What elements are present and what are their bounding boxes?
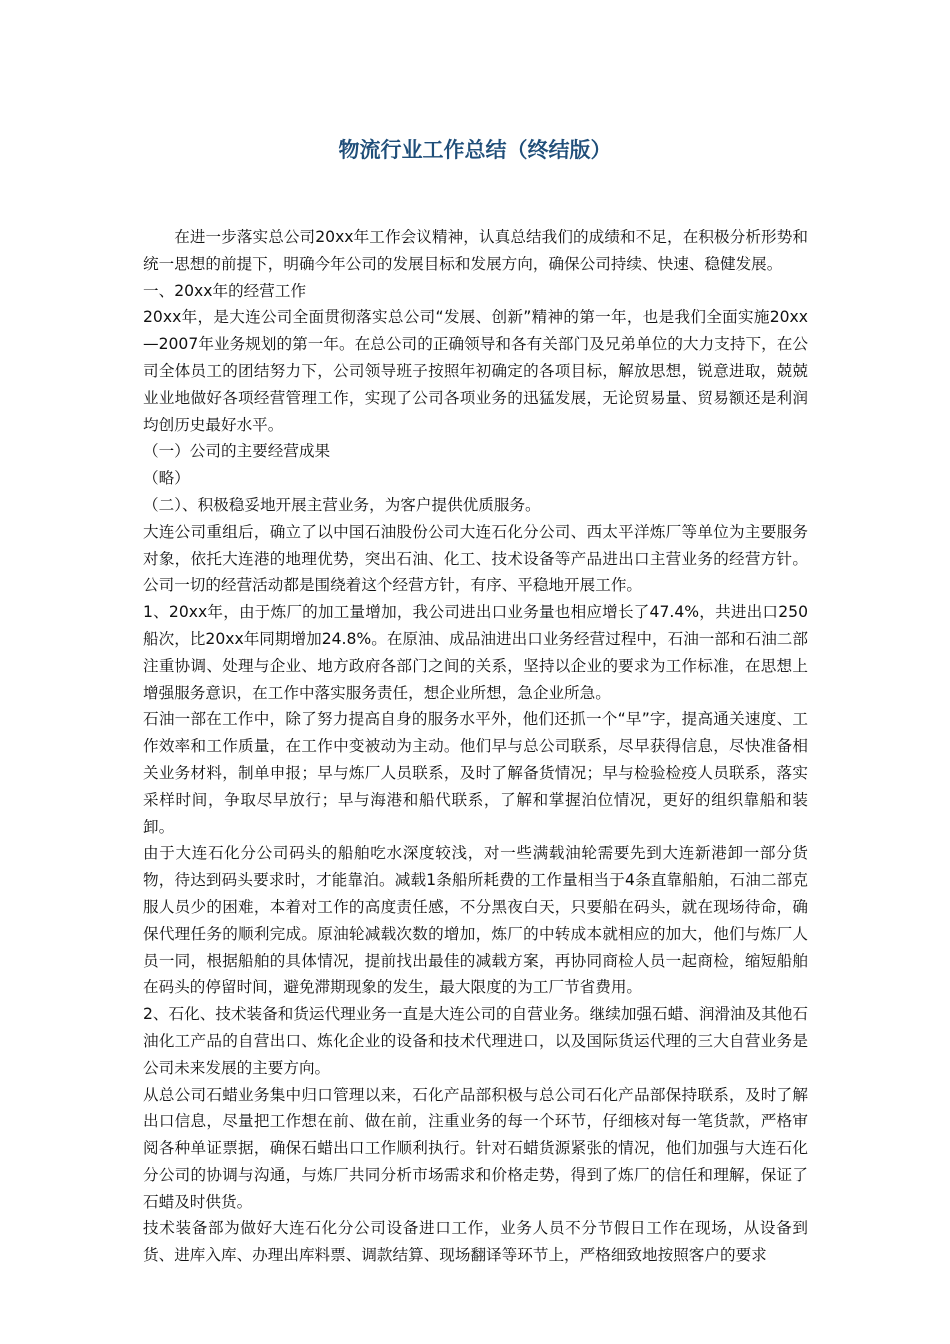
body-paragraph: 20xx年，是大连公司全面贯彻落实总公司“发展、创新”精神的第一年，也是我们全面实施20xx—2007年业务规划的第一年。在总公司的正确领导和各有关部门及兄弟单位的大力支持下，在公司全体员工的团结努力下，公司领导班子按照年初确定的各项目标，解放思想，锐意进取，兢兢业业地做好各项经营管理工作，实现了公司各项业务的迅猛发展，无论贸易量、贸易额还是利润均创历史最好水平。 [143,308,808,434]
subsection-heading-2: （二）、积极稳妥地开展主营业务，为客户提供优质服务。 [143,495,541,514]
omitted-note: （略） [143,469,190,488]
body-paragraph: 技术装备部为做好大连石化分公司设备进口工作，业务人员不分节假日工作在现场，从设备到货、进库入库、办理出库料票、调款结算、现场翻译等环节上，严格细致地按照客户的要求 [143,1219,808,1265]
body-paragraph: 2、石化、技术装备和货运代理业务一直是大连公司的自营业务。继续加强石蜡、润滑油及其他石油化工产品的自营出口、炼化企业的设备和技术代理进口，以及国际货运代理的三大自营业务是公司未来发展的主要方向。 [143,1005,808,1077]
subsection-heading-1: （一）公司的主要经营成果 [143,442,331,461]
body-paragraph: 石油一部在工作中，除了努力提高自身的服务水平外，他们还抓一个“早”字，提高通关速度、工作效率和工作质量，在工作中变被动为主动。他们早与总公司联系，尽早获得信息，尽快准备相关业务材料，制单申报；早与炼厂人员联系，及时了解备货情况；早与检验检疫人员联系，落实采样时间，争取尽早放行；早与海港和船代联系，了解和掌握泊位情况，更好的组织靠船和装卸。 [143,710,808,836]
document-title: 物流行业工作总结（终结版） [338,138,612,162]
body-paragraph: 从总公司石蜡业务集中归口管理以来，石化产品部积极与总公司石化产品部保持联系，及时了解出口信息，尽量把工作想在前、做在前，注重业务的每一个环节，仔细核对每一笔货款，严格审阅各种单证票据，确保石蜡出口工作顺利执行。针对石蜡货源紧张的情况，他们加强与大连石化分公司的协调与沟通，与炼厂共同分析市场需求和价格走势，得到了炼厂的信任和理解，保证了石蜡及时供货。 [143,1085,808,1211]
body-paragraph: 大连公司重组后，确立了以中国石油股份公司大连石化分公司、西太平洋炼厂等单位为主要服务对象，依托大连港的地理优势，突出石油、化工、技术设备等产品进出口主营业务的经营方针。公司一切的经营活动都是围绕着这个经营方针，有序、平稳地开展工作。 [143,522,808,595]
document-body [143,224,808,1269]
body-paragraph: 由于大连石化分公司码头的船舶吃水深度较浅，对一些满载油轮需要先到大连新港卸一部分货物，待达到码头要求时，才能靠泊。减载1条船所耗费的工作量相当于4条直靠船舶，石油二部克服人员少的困难，本着对工作的高度责任感，不分黑夜白天，只要船在码头，就在现场待命，确保代理任务的顺利完成。原油轮减载次数的增加，炼厂的中转成本就相应的加大，他们与炼厂人员一同，根据船舶的具体情况，提前找出最佳的减载方案，再协同商检人员一起商检，缩短船舶在码头的停留时间，避免滞期现象的发生，最大限度的为工厂节省费用。 [143,844,808,997]
body-paragraph: 1、20xx年，由于炼厂的加工量增加，我公司进出口业务量也相应增长了47.4%，共进出口250船次，比20xx年同期增加24.8%。在原油、成品油进出口业务经营过程中，石油一部和石油二部注重协调、处理与企业、地方政府各部门之间的关系，坚持以企业的要求为工作标准，在思想上增强服务意识，在工作中落实服务责任，想企业所想，急企业所急。 [143,603,808,702]
section-heading-1: 一、20xx年的经营工作 [143,281,307,300]
intro-paragraph: 在进一步落实总公司20xx年工作会议精神，认真总结我们的成绩和不足，在积极分析形势和统一思想的前提下，明确今年公司的发展目标和发展方向，确保公司持续、快速、稳健发展。 [143,228,808,273]
